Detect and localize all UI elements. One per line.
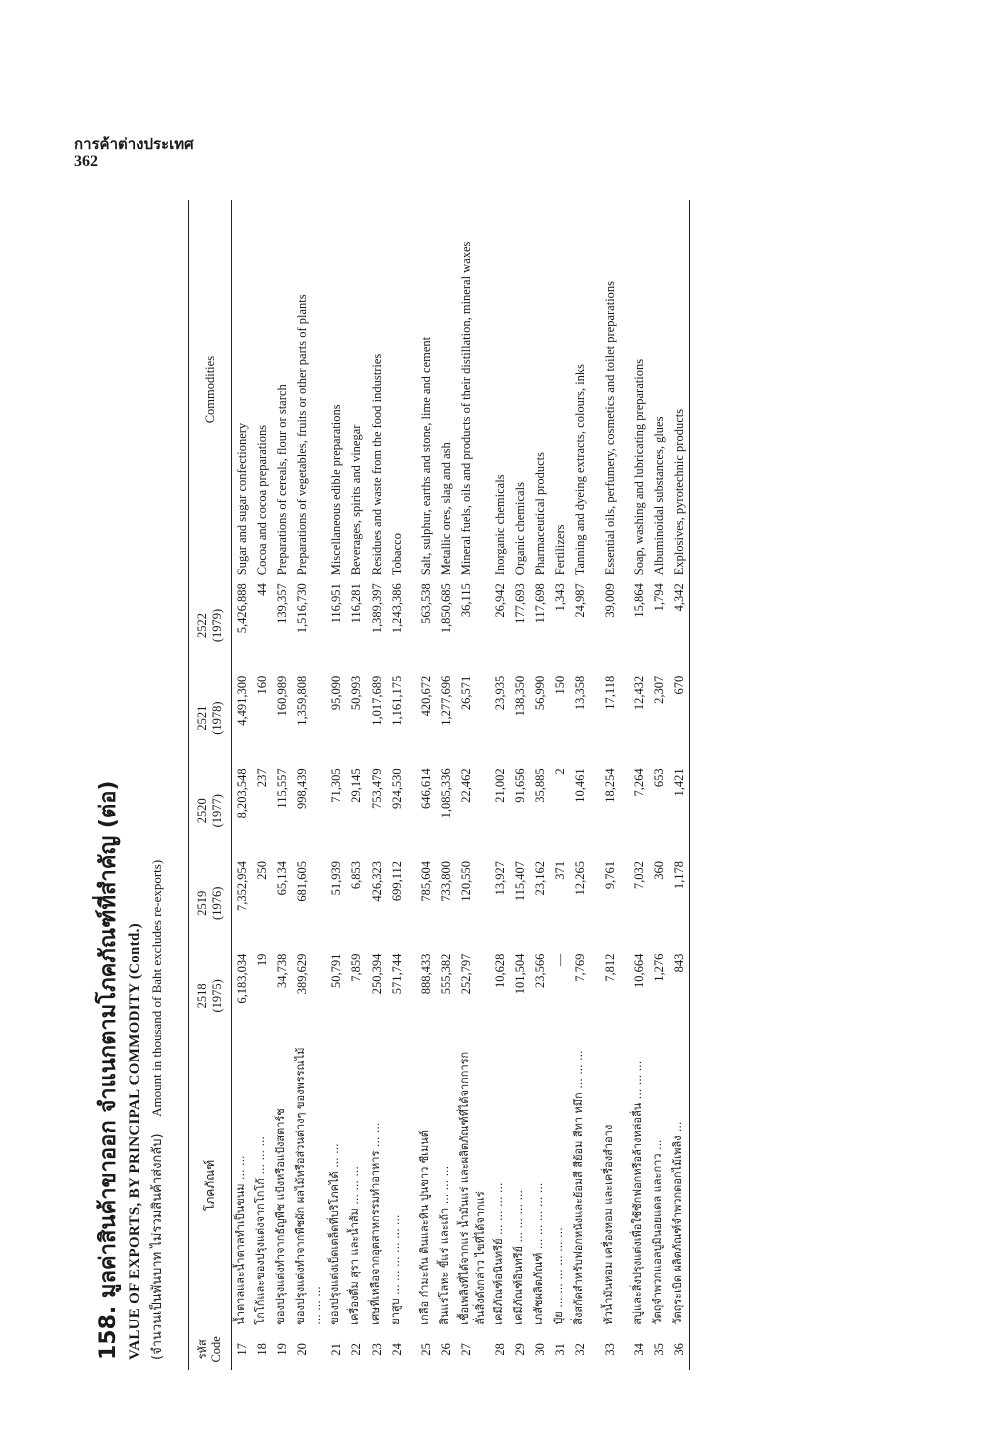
row-value-1978: 1,161,175 (389, 675, 404, 726)
row-value-1978: 138,350 (513, 675, 527, 717)
row-value-1976: 699,112 (389, 860, 404, 902)
table-row (387, 200, 407, 1370)
year-be: 2520 (195, 798, 209, 824)
exports-table (188, 200, 690, 1370)
row-value-1977: 91,656 (513, 768, 527, 803)
row-commodity-english: Tobacco (389, 533, 404, 576)
page-number: 362 (74, 153, 98, 171)
row-commodity-thai: เครื่องดื่ม สุรา และน้ำส้ม ... ... ... (348, 1166, 362, 1325)
header-code-thai: รหัส (195, 1339, 209, 1360)
row-value-1975: 7,812 (602, 953, 617, 982)
table-row (510, 200, 530, 1370)
row-code: 25 (418, 1343, 433, 1356)
year-be: 2522 (195, 613, 209, 638)
row-commodity-english: Metallic ores, slag and ash (438, 442, 453, 576)
row-value-1979: 1,343 (553, 583, 568, 612)
row-code: 19 (275, 1343, 290, 1356)
table-row (550, 200, 570, 1370)
row-value-1978: 23,935 (492, 675, 507, 711)
table-title-block (90, 210, 167, 1360)
row-value-1977: 22,462 (459, 768, 473, 803)
row-value-1979: 1,850,685 (438, 583, 453, 634)
row-value-1978: 160,989 (275, 675, 290, 717)
row-value-1979: 116,281 (349, 583, 364, 624)
row-commodity-english: Soap, washing and lubricating preparations (631, 358, 646, 576)
row-value-1978: 1,277,696 (438, 675, 453, 726)
row-value-1979: 5,426,888 (235, 583, 249, 634)
row-value-1978: 160 (255, 675, 270, 695)
row-value-1976: 13,927 (492, 860, 507, 896)
row-value-1975: 571,744 (389, 953, 404, 995)
row-value-1977: 2 (553, 768, 568, 775)
table-row (620, 200, 649, 1370)
row-value-1978: 50,993 (349, 675, 364, 711)
row-value-1975: 1,276 (651, 953, 666, 982)
row-value-1975: — (553, 953, 568, 967)
table-row (669, 200, 690, 1370)
row-value-1976: 733,800 (438, 860, 453, 902)
row-commodity-thai: วัตถุระเบิด ผลิตภัณฑ์จำพวกดอกไม้เพลิง ... (670, 1121, 684, 1325)
row-value-1979: 1,516,730 (295, 583, 310, 634)
row-value-1977: 18,254 (602, 768, 617, 803)
table-header (189, 200, 232, 1370)
row-value-1978: 13,358 (573, 675, 588, 711)
row-value-1978: 1,017,689 (369, 675, 384, 726)
row-commodity-thai: ของปรุงแต่งทำจากธัญพืช แป้งหรือแป้งสตาร์ช (274, 1108, 288, 1325)
row-value-1976: 23,162 (533, 860, 548, 896)
row-value-1978: 17,118 (602, 675, 617, 710)
row-commodity-thai: เคมีภัณฑ์อนินทรีย์ ... ... ... ... (491, 1182, 505, 1325)
year-ad: (1978) (210, 701, 224, 735)
table-row (292, 200, 326, 1370)
table-row (272, 200, 292, 1370)
table-row (530, 200, 550, 1370)
row-commodity-english: Tanning and dyeing extracts, colours, inks (573, 363, 588, 576)
row-commodity-english: Residues and waste from the food industries (369, 353, 384, 576)
section-title: การค้าต่างประเทศ (74, 135, 194, 153)
row-commodity-english: Explosives, pyrotechnic products (671, 408, 686, 576)
row-commodity-thai: ยาสูบ ... ... ... ... ... ... (388, 1214, 402, 1325)
row-value-1975: 389,629 (295, 953, 310, 995)
row-commodity-english: Cocoa and cocoa preparations (255, 424, 270, 576)
row-commodity-english: Miscellaneous edible preparations (329, 404, 344, 576)
row-value-1976: 120,550 (459, 860, 473, 902)
table-row (436, 200, 456, 1370)
row-value-1979: 1,243,386 (389, 583, 404, 634)
row-value-1978: 2,307 (651, 675, 666, 704)
row-value-1975: 19 (255, 953, 270, 967)
row-code: 24 (389, 1343, 404, 1356)
row-commodity-english: Essential oils, perfumery, cosmetics and toilet preparations (602, 280, 617, 576)
table-row (649, 200, 669, 1370)
row-value-1975: 888,433 (418, 953, 433, 995)
row-value-1977: 1,085,336 (438, 768, 453, 819)
row-value-1977: 653 (651, 768, 666, 788)
header-year-1975 (189, 950, 232, 1043)
row-value-1976: 785,604 (418, 860, 433, 902)
row-code: 17 (235, 1343, 249, 1356)
row-commodity-thai: เกลือ กำมะถัน ดินและหิน ปูนขาว ซีเมนต์ (417, 1130, 431, 1325)
row-commodity-english: Organic chemicals (513, 482, 527, 576)
row-value-1979: 1,389,397 (369, 583, 384, 634)
row-code: 27 (459, 1343, 473, 1356)
row-value-1975: 10,628 (492, 953, 507, 988)
row-value-1976: 12,265 (573, 860, 588, 896)
table-row (326, 200, 346, 1370)
table-unit-note (146, 210, 167, 1360)
row-value-1977: 21,002 (492, 768, 507, 803)
year-ad: (1975) (210, 979, 224, 1013)
row-value-1979: 39,009 (602, 583, 617, 618)
row-commodity-thai: ของปรุงแต่งทำจากพืชผัก ผลไม้หรือส่วนต่างๆ ของพรรณไม้ ... ... ... (294, 1047, 324, 1325)
row-code: 18 (255, 1343, 270, 1356)
table-row (570, 200, 590, 1370)
row-value-1975: 252,797 (459, 953, 473, 995)
row-value-1979: 563,538 (418, 583, 433, 624)
table-row (232, 200, 253, 1370)
row-value-1979: 177,693 (513, 583, 527, 624)
row-value-1975: 34,738 (275, 953, 290, 988)
row-commodity-english: Beverages, spirits and vinegar (349, 424, 364, 576)
row-code: 22 (349, 1343, 364, 1356)
row-code: 30 (533, 1343, 548, 1356)
table-row (591, 200, 620, 1370)
table-row (252, 200, 272, 1370)
row-value-1977: 924,530 (389, 768, 404, 810)
row-value-1975: 7,859 (349, 953, 364, 982)
row-value-1978: 670 (671, 675, 686, 695)
row-commodity-english: Sugar and sugar confectionery (235, 422, 249, 576)
row-value-1976: 360 (651, 860, 666, 880)
row-value-1979: 4,342 (671, 583, 686, 612)
row-commodity-thai: เคมีภัณฑ์อินทรีย์ ... ... ... ... (512, 1190, 525, 1325)
year-ad: (1977) (210, 794, 224, 828)
row-value-1977: 237 (255, 768, 270, 788)
row-code: 32 (573, 1343, 588, 1356)
row-commodity-thai: สบู่และสิ่งปรุงแต่งเพื่อใช้ซักฟอกหรือล้างหล่อลื่น ... ... ... (630, 1060, 644, 1325)
row-value-1977: 646,614 (418, 768, 433, 810)
row-value-1976: 6,853 (349, 860, 364, 890)
row-value-1977: 1,421 (671, 768, 686, 797)
year-ad: (1979) (210, 608, 224, 643)
row-commodity-thai: โกโก้และของปรุงแต่งจากโกโก้ ... ... ... (254, 1136, 268, 1325)
row-value-1977: 7,264 (631, 768, 646, 797)
row-value-1976: 371 (553, 860, 568, 880)
row-value-1979: 139,357 (275, 583, 290, 624)
row-value-1975: 7,769 (573, 953, 588, 982)
row-commodity-english: Preparations of cereals, flour or starch (275, 384, 290, 576)
year-be: 2521 (195, 705, 209, 731)
row-value-1978: 420,672 (418, 675, 433, 717)
table-row (407, 200, 436, 1370)
row-code: 28 (492, 1343, 507, 1356)
row-value-1978: 12,432 (631, 675, 646, 711)
row-commodity-thai: ของปรุงแต่งเบ็ดเตล็ดที่บริโภคได้ ... ... (328, 1143, 342, 1325)
row-value-1979: 44 (255, 583, 270, 596)
row-code: 20 (295, 1343, 310, 1356)
row-value-1979: 1,794 (651, 583, 666, 612)
row-value-1979: 15,864 (631, 583, 646, 618)
row-code: 34 (631, 1343, 646, 1356)
row-commodity-english: Albuminoidal substances, glues (651, 416, 666, 576)
unit-note-english: Amount in thousand of Baht excludes re-exports) (149, 859, 164, 1117)
row-value-1976: 51,939 (329, 860, 344, 896)
table-row (346, 200, 366, 1370)
row-code: 36 (671, 1343, 686, 1356)
header-commodities-english: Commodities (202, 355, 217, 424)
row-value-1975: 843 (671, 953, 686, 973)
row-value-1977: 71,305 (329, 768, 344, 803)
header-year-1978 (189, 672, 232, 765)
row-code: 29 (513, 1343, 527, 1356)
rotated-table-region (70, 190, 920, 1380)
header-year-1976 (189, 857, 232, 950)
row-value-1976: 681,605 (295, 860, 310, 902)
row-value-1978: 26,571 (459, 675, 473, 711)
row-code: 35 (651, 1343, 666, 1356)
row-commodity-thai: ปุ๋ย ... ... ... ... ... ... (552, 1227, 566, 1325)
row-value-1978: 150 (553, 675, 568, 695)
row-value-1979: 117,698 (533, 583, 548, 624)
table-title-thai (90, 210, 125, 1360)
row-value-1978: 56,990 (533, 675, 548, 711)
row-code: 21 (329, 1343, 344, 1356)
row-code: 23 (369, 1343, 384, 1356)
row-commodity-english: Pharmaceutical products (533, 451, 548, 576)
year-be: 2518 (195, 983, 209, 1009)
row-commodity-thai: น้ำตาลและน้ำตาลทำเป็นขนม ... ... (234, 1155, 247, 1325)
row-commodity-thai: สิ่งสกัดสำหรับฟอกหนังและย้อมสี สีย้อม สีทา หมึก ... ... ... (572, 1050, 586, 1325)
row-value-1976: 1,178 (671, 860, 686, 890)
header-code (189, 1329, 232, 1370)
row-commodity-thai: เภสัชผลิตภัณฑ์ ... ... ... ... ... (532, 1182, 546, 1325)
row-commodity-thai: เชื้อเพลิงที่ได้จากแร่ น้ำมันแร่ และผลิตภัณฑ์ที่ได้จากการกลั่นสิ่งดังกล่าว ไขที่ได้จากแร่ (458, 1051, 487, 1325)
header-commodity-thai: โภคภัณฑ์ (202, 1159, 217, 1212)
row-value-1978: 4,491,300 (235, 675, 249, 726)
row-code: 31 (553, 1343, 568, 1356)
row-value-1979: 116,951 (329, 583, 344, 624)
row-value-1977: 753,479 (369, 768, 384, 810)
row-value-1979: 26,942 (492, 583, 507, 618)
table-row (367, 200, 387, 1370)
row-value-1977: 115,557 (275, 768, 290, 809)
row-value-1976: 7,352,954 (235, 860, 249, 911)
row-value-1976: 115,407 (513, 860, 527, 902)
row-value-1977: 29,145 (349, 768, 364, 803)
table-landscape (70, 190, 920, 1380)
row-value-1978: 1,359,808 (295, 675, 310, 726)
year-be: 2519 (195, 890, 209, 916)
header-year-1977 (189, 764, 232, 857)
table-number: 158. (96, 1305, 121, 1360)
table-title-thai-text: มูลค่าสินค้าขาออก จำแนกตามโภคภัณฑ์ที่สำคัญ (ต่อ) (96, 780, 121, 1299)
row-value-1976: 250 (255, 860, 270, 880)
row-value-1976: 7,032 (631, 860, 646, 890)
row-value-1975: 250,394 (369, 953, 384, 995)
row-value-1975: 23,566 (533, 953, 548, 988)
table-row (490, 200, 510, 1370)
page-header (74, 136, 194, 172)
row-value-1977: 10,461 (573, 768, 588, 803)
row-commodity-thai: สินแร่โลหะ ขี้แร่ และเถ้า ... ... ... (437, 1165, 451, 1325)
row-value-1975: 101,504 (513, 953, 527, 995)
row-commodity-thai: หัวน้ำมันหอม เครื่องหอม และเครื่องสำอาง (601, 1124, 615, 1325)
header-year-1979 (189, 579, 232, 672)
row-code: 26 (438, 1343, 453, 1356)
row-value-1979: 24,987 (573, 583, 588, 618)
row-value-1977: 998,439 (295, 768, 310, 810)
row-value-1979: 36,115 (459, 583, 473, 618)
row-value-1977: 35,885 (533, 768, 548, 803)
row-commodity-english: Fertilizers (553, 524, 568, 576)
row-commodity-english: Salt, sulphur, earths and stone, lime and cement (418, 336, 433, 576)
row-commodity-english: Inorganic chemicals (492, 474, 507, 576)
row-value-1975: 555,382 (438, 953, 453, 995)
row-commodity-english: Mineral fuels, oils and products of their distillation, mineral waxes (459, 241, 473, 576)
row-value-1977: 8,203,548 (235, 768, 249, 819)
row-value-1978: 95,090 (329, 675, 344, 711)
table-row (456, 200, 490, 1370)
table-title-english: VALUE OF EXPORTS, BY PRINCIPAL COMMODITY (Contd.) (127, 923, 143, 1360)
row-code: 33 (602, 1343, 617, 1356)
row-commodity-thai: เศษที่เหลือจากอุตสาหกรรมทำอาหาร ... ... (368, 1122, 382, 1325)
row-commodity-english: Preparations of vegetables, fruits or other parts of plants (295, 294, 310, 576)
year-ad: (1976) (210, 886, 224, 920)
unit-note-thai: (จำนวนเป็นพันบาท ไม่รวมสินค้าส่งกลับ) (150, 1133, 165, 1360)
table-body (232, 200, 690, 1370)
header-code-english: Code (209, 1336, 224, 1363)
row-value-1976: 426,323 (369, 860, 384, 902)
row-value-1975: 50,791 (329, 953, 344, 988)
row-value-1976: 65,134 (275, 860, 290, 896)
row-value-1975: 6,183,034 (235, 953, 249, 1004)
row-value-1976: 9,761 (602, 860, 617, 890)
row-commodity-thai: วัตถุจำพวกแอลบูมินอยแดล และกาว ... (650, 1139, 664, 1325)
row-value-1975: 10,664 (631, 953, 646, 988)
